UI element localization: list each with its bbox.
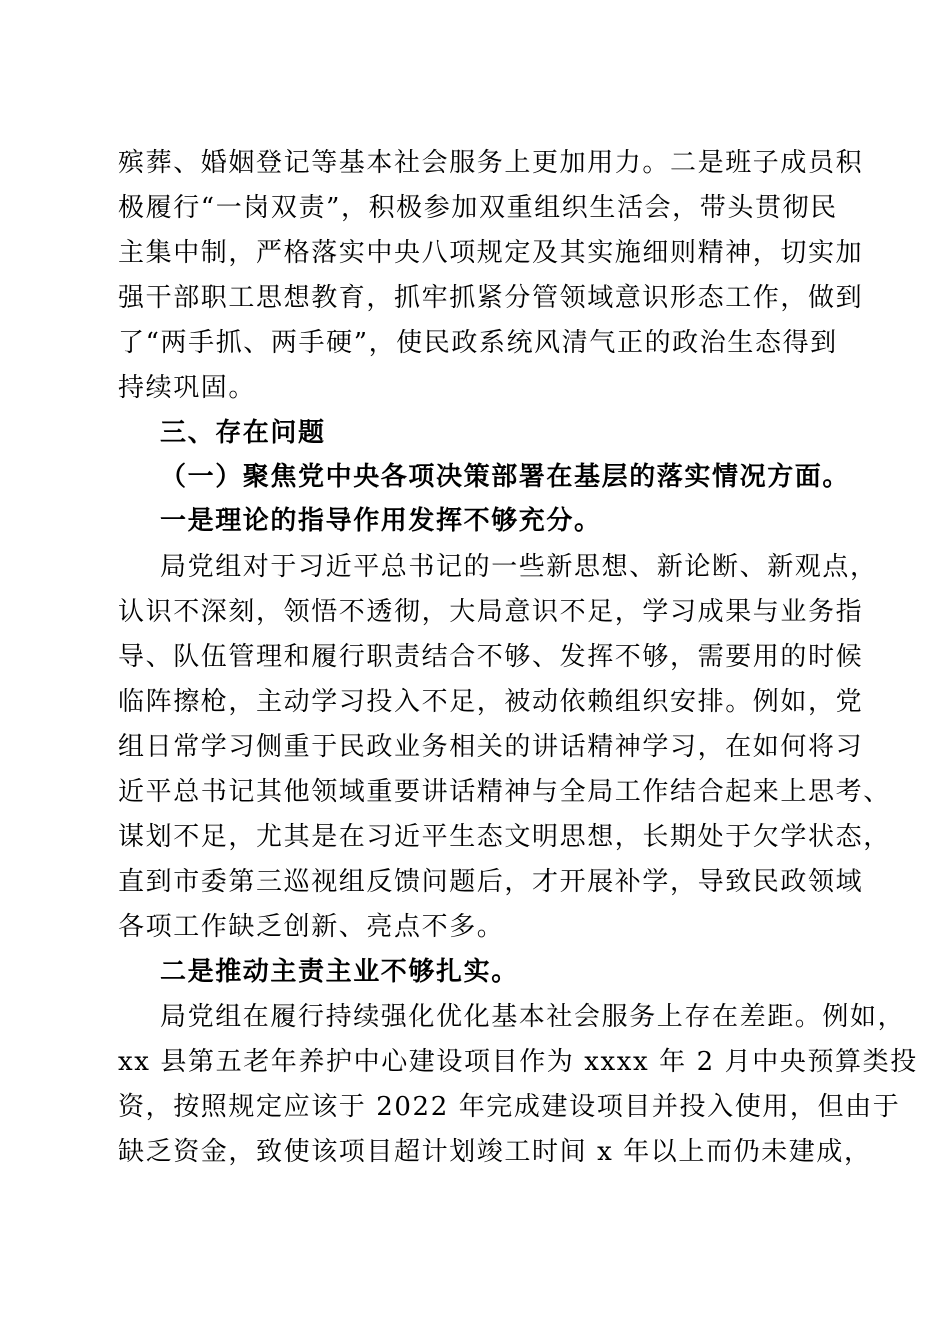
text-line: 导、队伍管理和履行职责结合不够、发挥不够，需要用的时候 bbox=[118, 642, 864, 672]
text-line: 认识不深刻，领悟不透彻，大局意识不足，学习成果与业务指 bbox=[118, 597, 864, 627]
text-line: xx 县第五老年养护中心建设项目作为 xxxx 年 2 月中央预算类投 bbox=[118, 1047, 918, 1077]
text-line: 殡葬、婚姻登记等基本社会服务上更加用力。二是班子成员积 bbox=[118, 148, 864, 178]
section-heading: 三、存在问题 bbox=[160, 418, 326, 448]
text-line: 极履行“一岗双责”，积极参加双重组织生活会，带头贯彻民 bbox=[118, 193, 838, 223]
text-line: 组日常学习侧重于民政业务相关的讲话精神学习，在如何将习 bbox=[118, 732, 864, 762]
text-line: 临阵擦枪，主动学习投入不足，被动依赖组织安排。例如，党 bbox=[118, 687, 864, 717]
text-line: 资，按照规定应该于 2022 年完成建设项目并投入使用，但由于 bbox=[118, 1092, 901, 1122]
text-line: 局党组对于习近平总书记的一些新思想、新论断、新观点， bbox=[160, 552, 878, 582]
text-line: 主集中制，严格落实中央八项规定及其实施细则精神，切实加 bbox=[118, 238, 864, 268]
text-line: 谋划不足，尤其是在习近平生态文明思想，长期处于欠学状态， bbox=[118, 822, 891, 852]
text-line: 各项工作缺乏创新、亮点不多。 bbox=[118, 912, 505, 942]
text-line: 局党组在履行持续强化优化基本社会服务上存在差距。例如， bbox=[160, 1002, 906, 1032]
text-line: 直到市委第三巡视组反馈问题后，才开展补学，导致民政领域 bbox=[118, 867, 864, 897]
text-line: 近平总书记其他领域重要讲话精神与全局工作结合起来上思考、 bbox=[118, 777, 891, 807]
text-line: 强干部职工思想教育，抓牢抓紧分管领域意识形态工作，做到 bbox=[118, 283, 864, 313]
point-heading: 二是推动主责主业不够扎实。 bbox=[160, 957, 519, 987]
point-heading: 一是理论的指导作用发挥不够充分。 bbox=[160, 506, 602, 536]
text-line: 缺乏资金，致使该项目超计划竣工时间 x 年以上而仍未建成， bbox=[118, 1137, 872, 1167]
text-line: 持续巩固。 bbox=[118, 373, 257, 403]
text-line: 了“两手抓、两手硬”，使民政系统风清气正的政治生态得到 bbox=[118, 328, 838, 358]
subsection-heading: （一）聚焦党中央各项决策部署在基层的落实情况方面。 bbox=[160, 462, 851, 492]
